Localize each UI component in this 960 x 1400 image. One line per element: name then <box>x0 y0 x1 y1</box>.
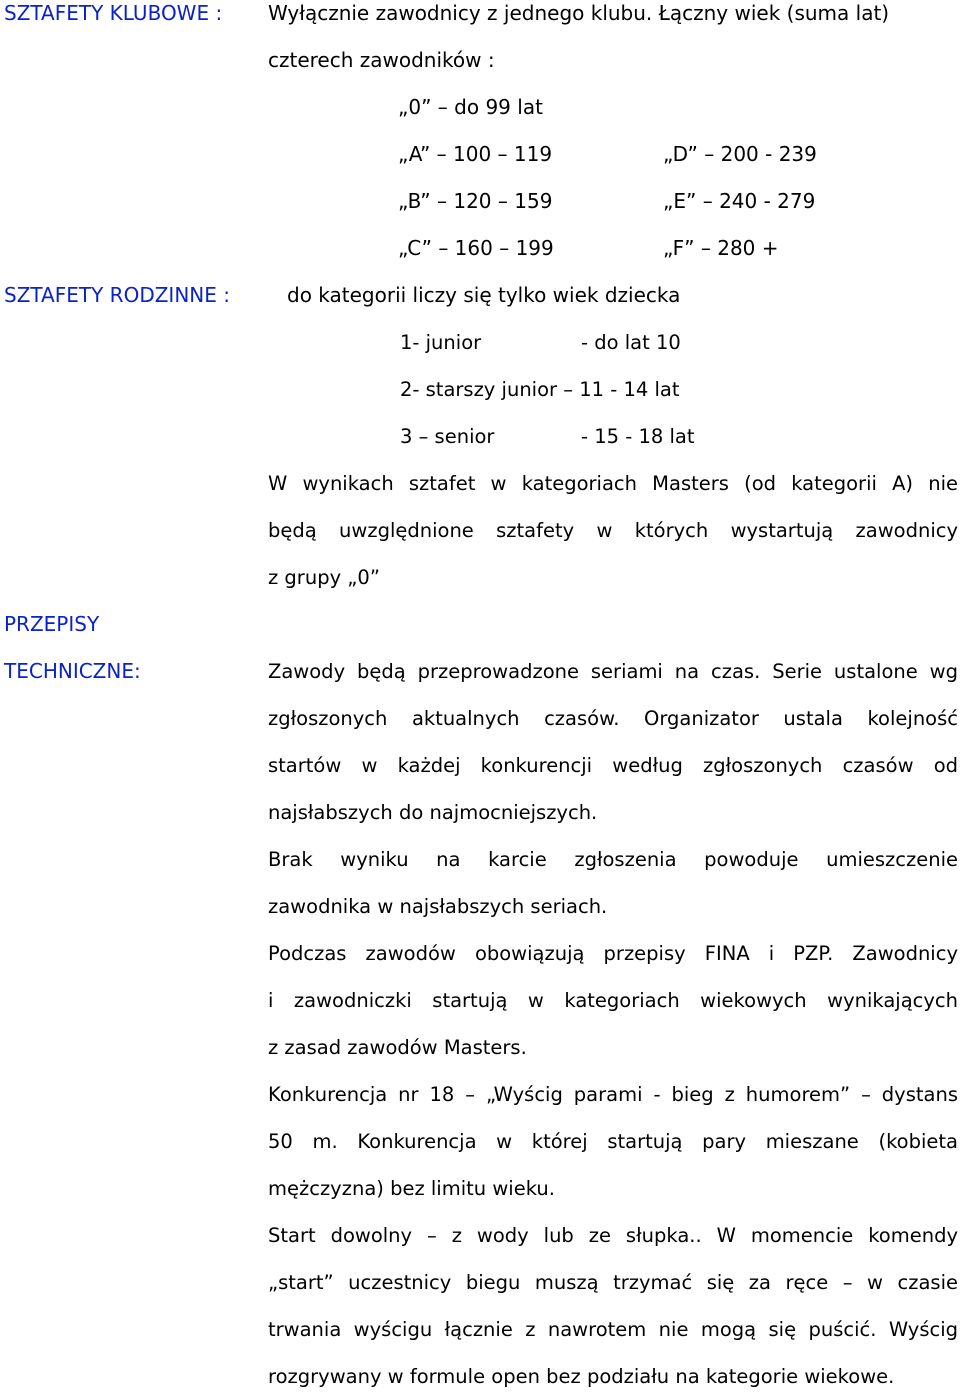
group-b: „B” – 120 – 159 <box>398 189 553 213</box>
body-line: Konkurencja nr 18 – „Wyścig parami - bieg z humorem” – dystans <box>268 1083 958 1106</box>
body-line: Podczas zawodów obowiązują przepisy FINA i PZP. Zawodnicy <box>268 942 958 965</box>
group-f: „F” – 280 + <box>663 236 779 260</box>
paragraph-konkurencja-18 <box>268 1071 958 1212</box>
category-3-name: 3 – senior <box>400 425 495 448</box>
body-line: z zasad zawodów Masters. <box>268 1036 527 1059</box>
klubowe-text-line1: Wyłącznie zawodnicy z jednego klubu. Łączny wiek (suma lat) <box>268 1 890 25</box>
rodzinne-text: do kategorii liczy się tylko wiek dziecka <box>287 283 681 307</box>
techniczne-body <box>268 648 958 1400</box>
body-line: zawodnika w najsłabszych seriach. <box>268 895 608 918</box>
body-line: Start dowolny – z wody lub ze słupka.. W momencie komendy <box>268 1224 958 1247</box>
paragraph-start <box>268 1212 958 1400</box>
category-2: 2- starszy junior – 11 - 14 lat <box>400 378 680 401</box>
body-line: zgłoszonych aktualnych czasów. Organizator ustala kolejność <box>268 707 958 730</box>
techniczne-label-line2: TECHNICZNE: <box>4 659 141 683</box>
body-line: „start” uczestnicy biegu muszą trzymać się za ręce – w czasie <box>268 1271 958 1294</box>
category-1-age: - do lat 10 <box>581 331 681 354</box>
group-0: „0” – do 99 lat <box>398 95 543 119</box>
body-line: rozgrywany w formule open bez podziału na kategorie wiekowe. <box>268 1365 895 1388</box>
group-e: „E” – 240 - 279 <box>663 189 816 213</box>
masters-note-line: będą uwzględnione sztafety w których wystartują zawodnicy <box>268 519 958 542</box>
klubowe-label: SZTAFETY KLUBOWE : <box>4 1 223 25</box>
group-c: „C” – 160 – 199 <box>398 236 554 260</box>
body-line: 50 m. Konkurencja w której startują pary mieszane (kobieta <box>268 1130 958 1153</box>
body-line: mężczyzna) bez limitu wieku. <box>268 1177 555 1200</box>
masters-note-line: W wynikach sztafet w kategoriach Masters (od kategorii A) nie <box>268 472 958 495</box>
group-a: „A” – 100 – 119 <box>398 142 553 166</box>
paragraph-serie <box>268 648 958 836</box>
group-d: „D” – 200 - 239 <box>663 142 817 166</box>
category-3-age: - 15 - 18 lat <box>581 425 695 448</box>
paragraph-przepisy <box>268 930 958 1071</box>
category-1-name: 1- junior <box>400 331 482 354</box>
body-line: Zawody będą przeprowadzone seriami na czas. Serie ustalone wg <box>268 660 958 683</box>
body-line: i zawodniczki startują w kategoriach wiekowych wynikających <box>268 989 958 1012</box>
body-line: najsłabszych do najmocniejszych. <box>268 801 598 824</box>
masters-note <box>268 460 958 601</box>
body-line: Brak wyniku na karcie zgłoszenia powoduje umieszczenie <box>268 848 958 871</box>
paragraph-brak-wyniku <box>268 836 958 930</box>
rodzinne-label: SZTAFETY RODZINNE : <box>4 283 230 307</box>
klubowe-text-line2: czterech zawodników : <box>268 48 495 72</box>
body-line: trwania wyścigu łącznie z nawrotem nie mogą się puścić. Wyścig <box>268 1318 958 1341</box>
masters-note-line: z grupy „0” <box>268 566 380 589</box>
techniczne-label-line1: PRZEPISY <box>4 612 100 636</box>
body-line: startów w każdej konkurencji według zgłoszonych czasów od <box>268 754 958 777</box>
